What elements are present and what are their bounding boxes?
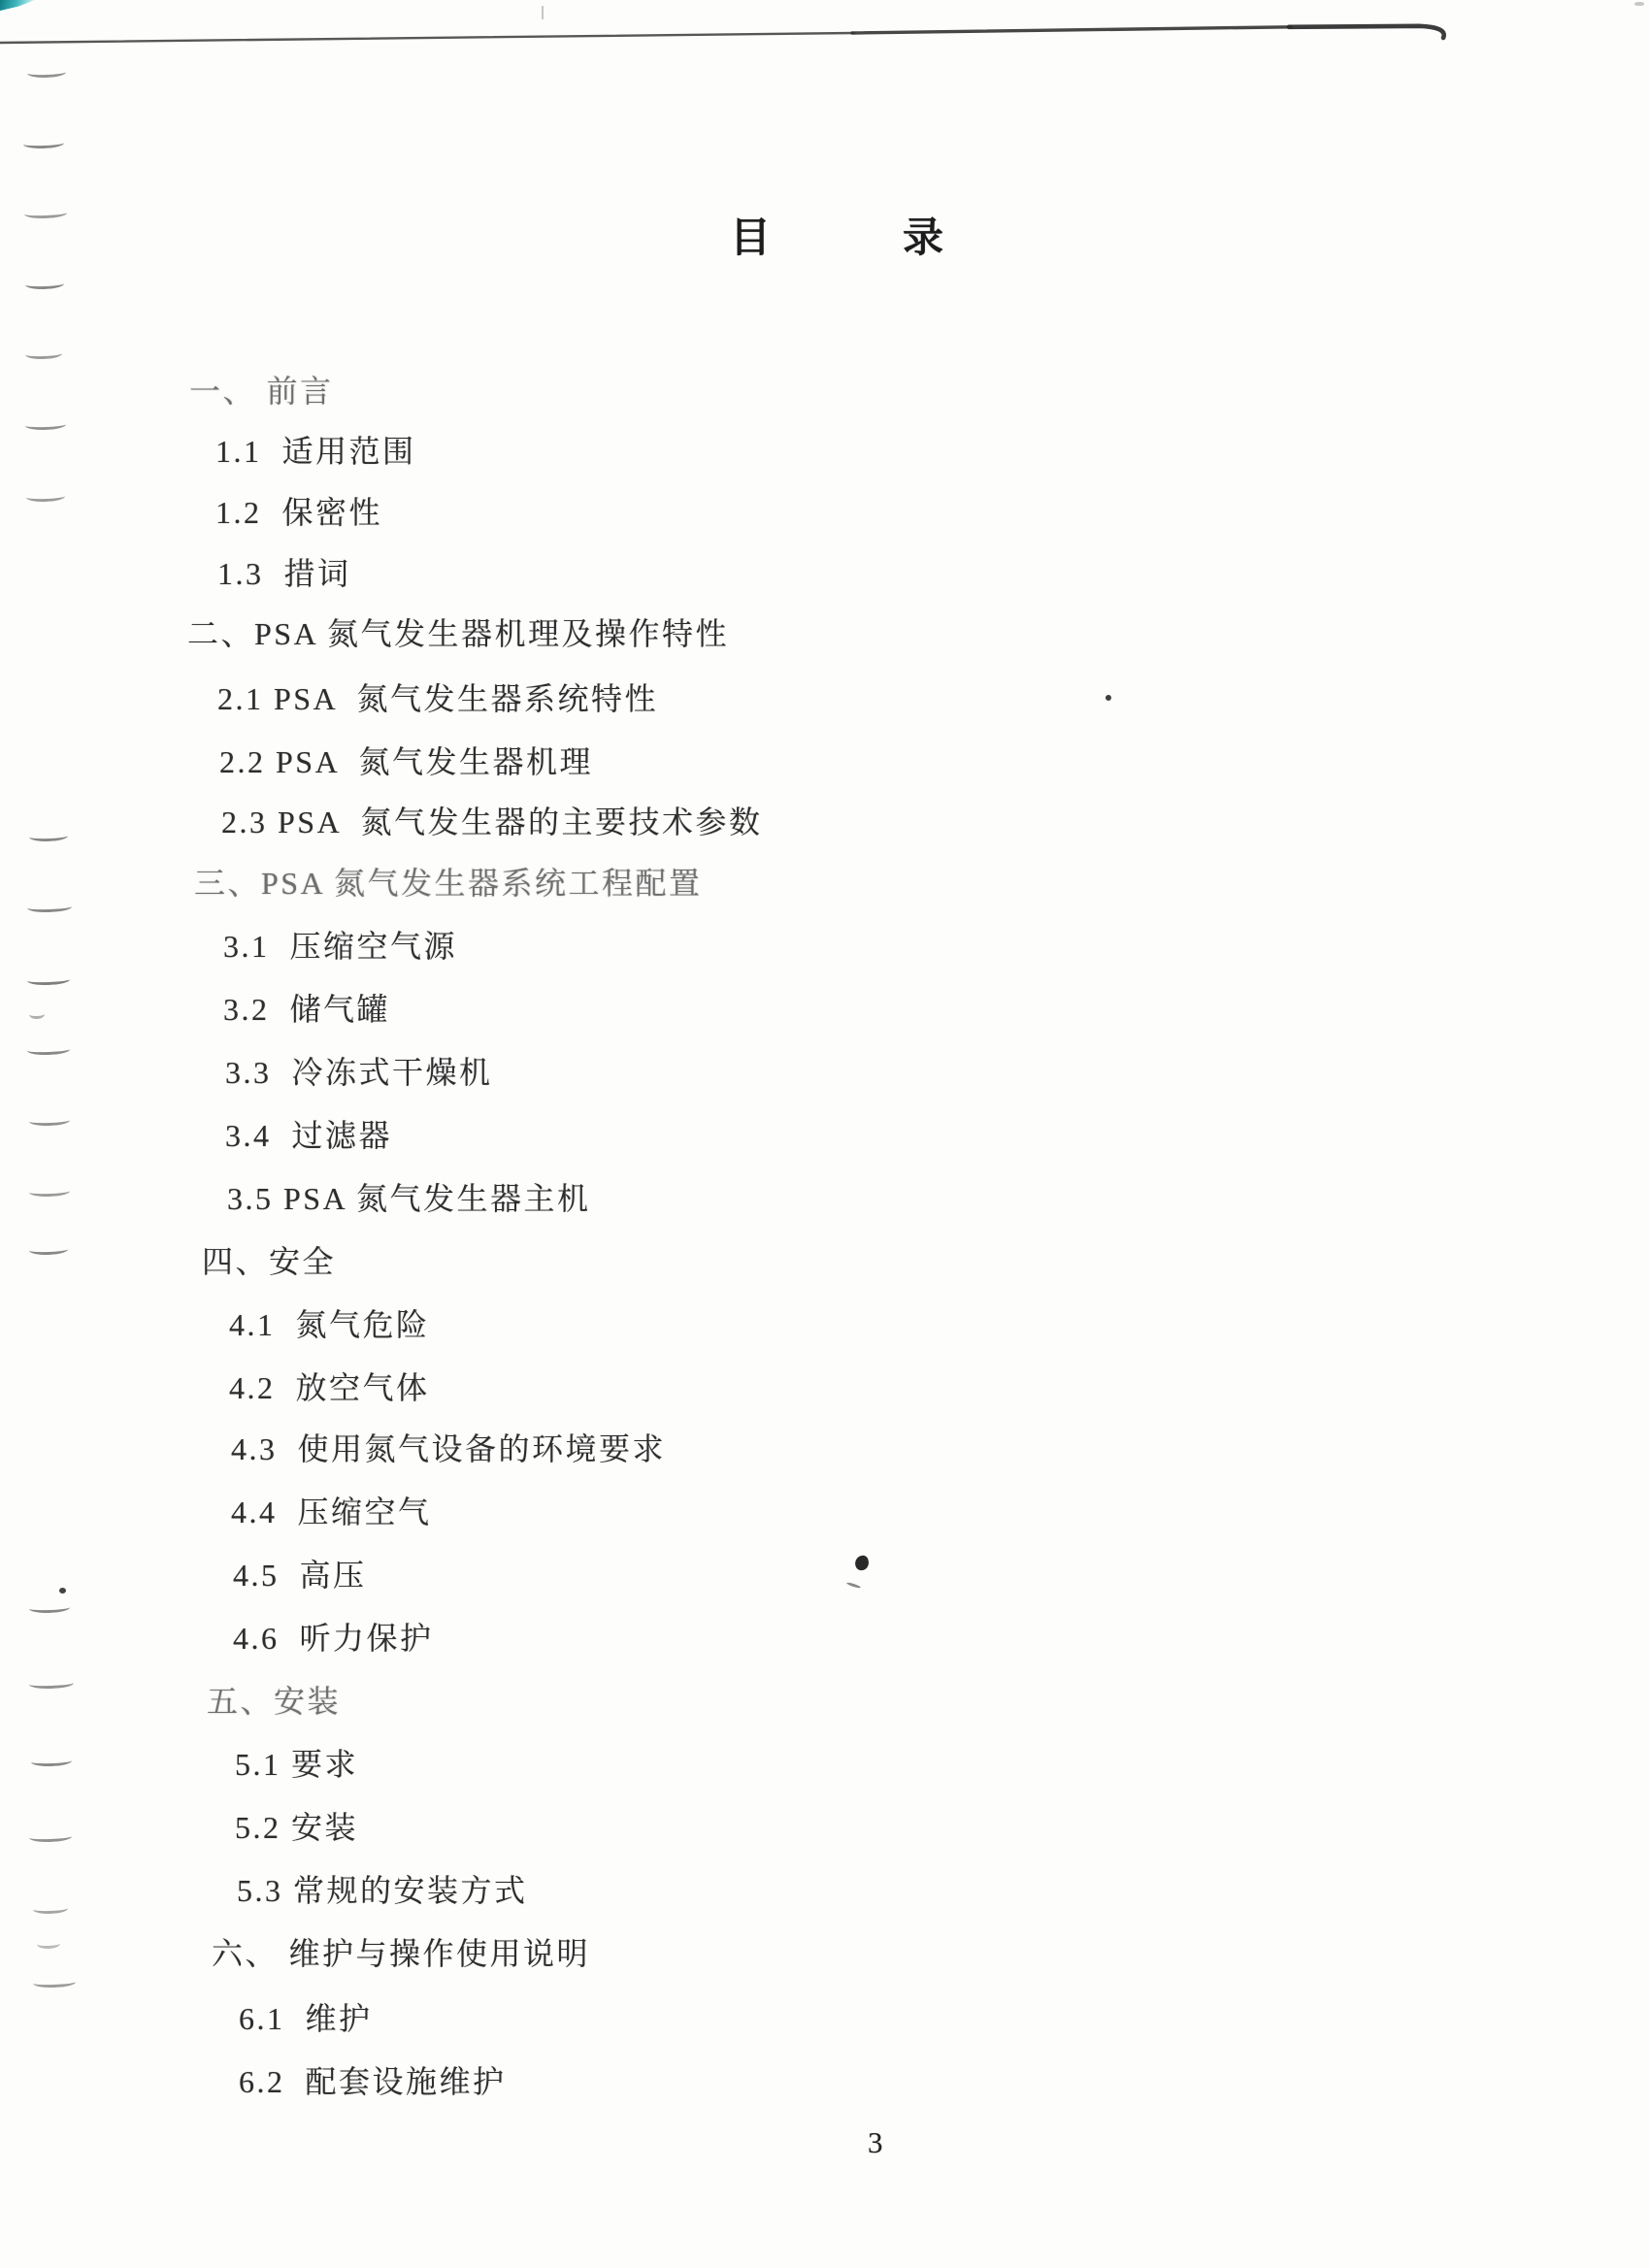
binding-mark bbox=[29, 1186, 70, 1197]
ink-speck bbox=[59, 1588, 66, 1594]
toc-item: 5.2 安装 bbox=[235, 1810, 359, 1845]
binding-mark bbox=[23, 138, 64, 148]
binding-mark bbox=[33, 1903, 68, 1914]
toc-item: 二、PSA 氮气发生器机理及操作特性 bbox=[187, 616, 729, 651]
toc-item: 4.5 高压 bbox=[233, 1558, 367, 1593]
binding-mark bbox=[27, 67, 66, 78]
binding-mark bbox=[33, 1977, 76, 1989]
toc-item: 6.2 配套设施维护 bbox=[239, 2064, 507, 2099]
ink-speck bbox=[846, 1582, 861, 1589]
page-title bbox=[730, 206, 943, 264]
title-char-left: 目 bbox=[730, 216, 772, 261]
binding-mark bbox=[29, 1115, 70, 1126]
binding-mark bbox=[27, 974, 70, 986]
toc-item: 四、安全 bbox=[202, 1244, 337, 1279]
toc-item: 2.3 PSA 氮气发生器的主要技术参数 bbox=[221, 805, 763, 839]
scan-tick-artifact bbox=[542, 6, 544, 19]
toc-item: 六、 维护与操作使用说明 bbox=[212, 1936, 591, 1971]
binding-mark bbox=[29, 1678, 74, 1690]
binding-mark bbox=[27, 902, 72, 913]
binding-mark bbox=[25, 348, 62, 359]
ink-speck bbox=[1634, 2, 1644, 6]
page-number: 3 bbox=[868, 2125, 883, 2159]
scan-corner-artifact bbox=[0, 0, 35, 11]
title-char-right: 录 bbox=[903, 216, 944, 261]
toc-item: 1.3 措词 bbox=[217, 556, 351, 591]
binding-mark bbox=[29, 831, 68, 841]
toc-item: 3.4 过滤器 bbox=[225, 1118, 393, 1153]
binding-mark bbox=[37, 1939, 60, 1950]
toc-item: 5.1 要求 bbox=[235, 1747, 359, 1782]
toc-item: 4.4 压缩空气 bbox=[231, 1495, 432, 1529]
toc-item: 4.2 放空气体 bbox=[229, 1370, 430, 1405]
toc-item: 1.1 适用范围 bbox=[215, 434, 416, 469]
toc-item: 五、安装 bbox=[207, 1684, 342, 1719]
toc-item: 4.1 氮气危险 bbox=[229, 1307, 430, 1342]
toc-item: 3.1 压缩空气源 bbox=[223, 929, 458, 964]
toc-item: 1.2 保密性 bbox=[215, 495, 383, 530]
toc-item: 6.1 维护 bbox=[239, 2001, 373, 2036]
toc-item: 4.3 使用氮气设备的环境要求 bbox=[231, 1431, 667, 1466]
toc-item: 3.2 储气罐 bbox=[223, 992, 391, 1027]
binding-mark bbox=[24, 208, 67, 219]
toc-item: 3.5 PSA 氮气发生器主机 bbox=[227, 1181, 591, 1216]
binding-mark bbox=[25, 279, 64, 289]
ink-speck bbox=[1106, 695, 1111, 701]
toc-item: 2.2 PSA 氮气发生器机理 bbox=[219, 744, 593, 779]
binding-mark bbox=[29, 1009, 45, 1020]
toc-item: 一、 前言 bbox=[189, 374, 334, 409]
binding-mark bbox=[29, 1244, 68, 1255]
binding-mark bbox=[31, 1756, 72, 1766]
toc-item: 4.6 听力保护 bbox=[233, 1621, 434, 1656]
ink-speck bbox=[854, 1555, 870, 1571]
binding-mark bbox=[27, 1044, 70, 1056]
binding-mark bbox=[29, 1831, 72, 1843]
binding-mark bbox=[29, 1602, 70, 1613]
toc-item: 2.1 PSA 氮气发生器系统特性 bbox=[217, 681, 658, 716]
toc-item: 5.3 常规的安装方式 bbox=[237, 1873, 528, 1908]
toc-item: 三、PSA 氮气发生器系统工程配置 bbox=[194, 866, 703, 901]
scan-edge-line bbox=[0, 0, 1650, 68]
binding-mark bbox=[25, 419, 66, 430]
binding-mark bbox=[26, 491, 65, 502]
toc-item: 3.3 冷冻式干燥机 bbox=[225, 1055, 493, 1090]
